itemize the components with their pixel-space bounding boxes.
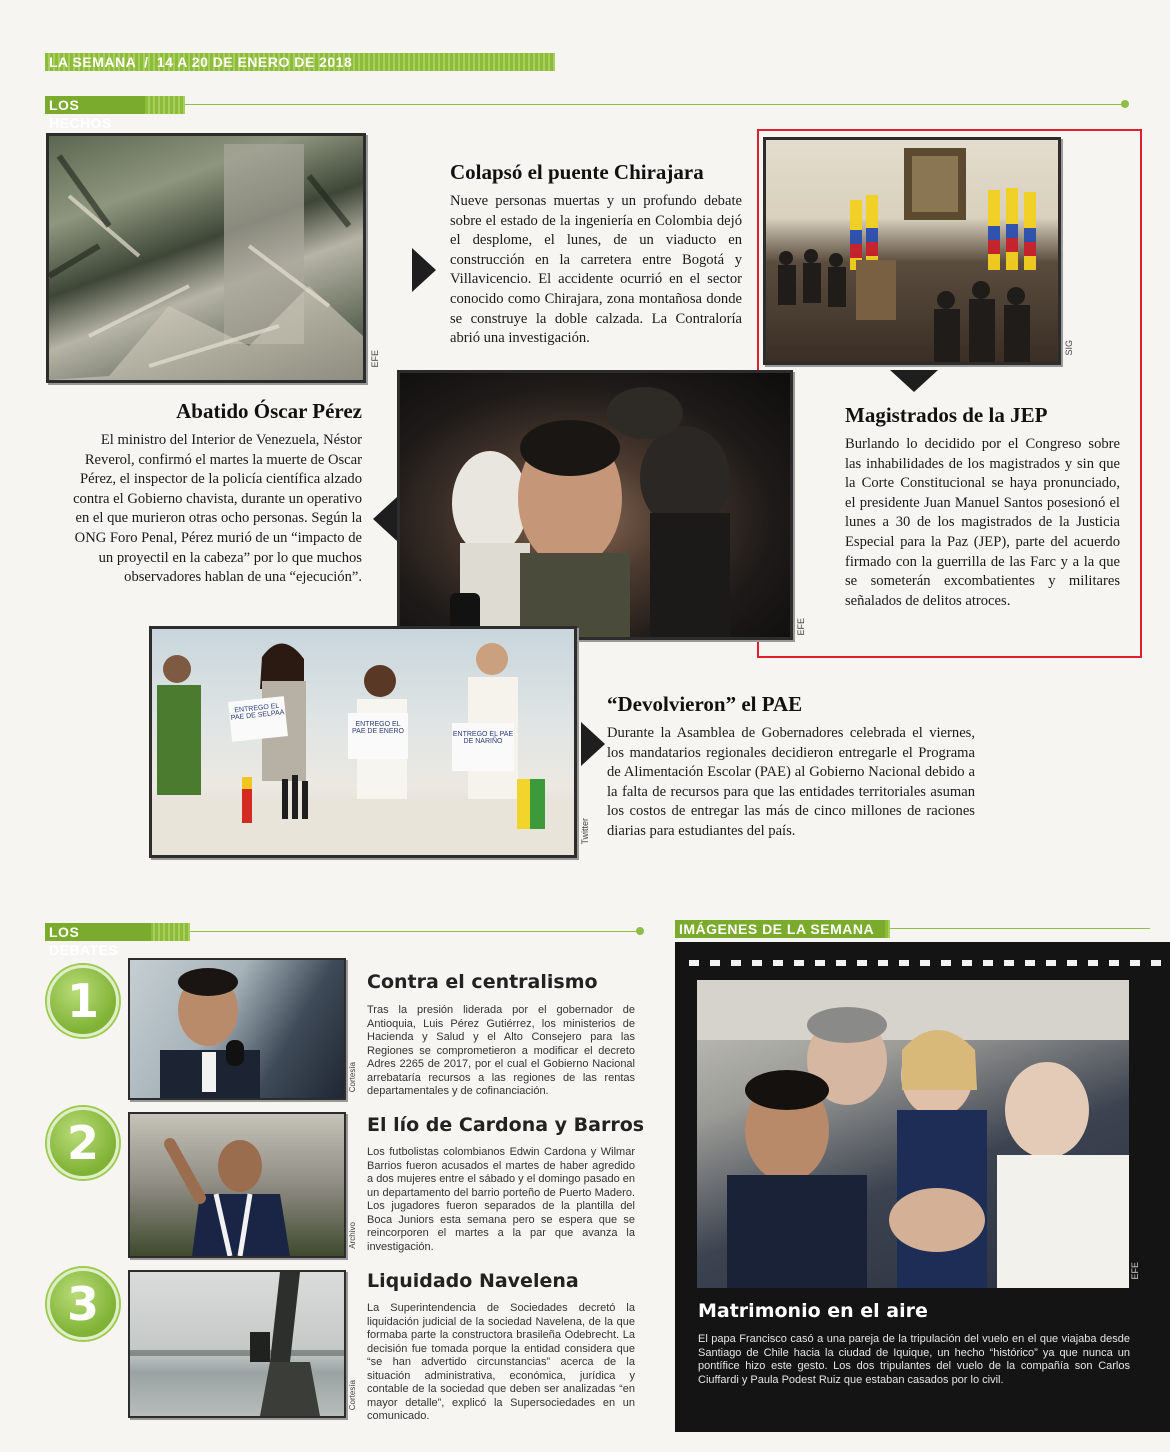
oscar-perez-photo [397,370,793,640]
debate-3-body: La Superintendencia de Sociedades decretó la liquidación judicial de la sociedad Navelena, de la que formaba parte la constructora brasileña Odebrecht. La decisión fue tomada porque la entidad considera que “se han advertido circunstancias” acerca de la situación administrativa, económica, jurídica y contable de la sociedad que deben ser analizadas “en mayor detalle”, explicó la Supersociedades en un comunicado. [367,1302,635,1422]
film-sprocket [815,960,825,966]
film-sprocket [1088,960,1098,966]
header-dates: 14 A 20 DE ENERO DE 2018 [156,54,353,70]
header-label [45,53,356,71]
film-sprocket [731,960,741,966]
film-sprocket [1130,960,1140,966]
chirajara-body: Nueve personas muertas y un profundo debate sobre el estado de la ingeniería en Colombia dejó el desplome, el lunes, de un viaducto en construcción en la carretera entre Bogotá y Villavicencio. El accidente ocurrió en el sector conocido como Chirajara, zona montañosa donde se construye la doble calzada. La Contraloría abrió una investigación. [450,193,742,347]
oscar-perez-pointer [373,497,397,541]
oscar-perez-title: Abatido Óscar Pérez [176,399,362,423]
chirajara-pointer [412,248,436,292]
debate-3-credit: Cortesía [348,1380,357,1411]
film-sprocket [857,960,867,966]
film-sprocket [878,960,888,966]
film-sprocket [941,960,951,966]
film-sprocket [899,960,909,966]
debate-2-body: Los futbolistas colombianos Edwin Cardona y Wilmar Barrios fueron acusados el martes de haber agredido a dos mujeres entre el sábado y el domingo pasado en un departamento del barrio porteño de Puerto Madero. Los jugadores fueron separados de la plantilla del Boca Juniors esta semana pero se espera que se reincorporen el martes a la par que avanza la investigación. [367,1146,635,1253]
jep-title: Magistrados de la JEP [845,403,1048,427]
pae-photo [149,626,577,858]
pae-title: “Devolvieron” el PAE [607,692,803,716]
debate-1-speaker-illustration [130,960,344,1098]
oscar-perez-credit: EFE [796,618,806,636]
film-sprocket [1067,960,1077,966]
matrimonio-illustration [697,980,1129,1288]
header-separator: / [144,54,149,70]
film-sprocket [710,960,720,966]
hechos-rule [185,104,1125,105]
matrimonio-photo [697,980,1129,1288]
chirajara-photo [46,133,366,383]
pae-body: Durante la Asamblea de Gobernadores celebrada el viernes, los mandatarios regionales decidieron entregarle el Programa de Alimentación Escolar (PAE) al Gobierno Nacional debido a la falta de recursos para que las entidades territoriales asuman los costos de entregar las más de cinco millones de raciones diarias para estudiantes del país. [607,725,975,839]
pae-sign-2: ENTREGO EL PAE DE ENERO [348,713,408,759]
matrimonio-credit: EFE [1130,1262,1140,1280]
film-sprocket [773,960,783,966]
debate-2-credit: Archivo [348,1222,357,1249]
debate-1-number: 1 [47,965,119,1037]
debate-2-title: El lío de Cardona y Barros [367,1114,645,1136]
film-sprocket [836,960,846,966]
chirajara-title: Colapsó el puente Chirajara [450,160,704,184]
imagenes-rule [890,928,1150,929]
jep-credit: SIG [1064,340,1074,356]
debate-3-title: Liquidado Navelena [367,1270,579,1292]
imagenes-tag: IMÁGENES DE LA SEMANA [675,920,885,938]
oscar-perez-illustration [400,373,790,637]
matrimonio-title: Matrimonio en el aire [698,1300,928,1322]
pae-sign-3: ENTREGO EL PAE DE NARIÑO [452,723,514,771]
debate-1-credit: Cortesía [348,1062,357,1093]
pae-pointer [581,722,605,766]
debate-1-photo [128,958,346,1100]
film-sprocket [752,960,762,966]
debates-rule-dot [636,927,644,935]
collapse-debris-illustration [49,136,363,380]
film-sprocket [920,960,930,966]
debate-2-photo [128,1112,346,1258]
matrimonio-body: El papa Francisco casó a una pareja de la tripulación del vuelo en el que viajaba desde Santiago de Chile hacia la ciudad de Iquique, un hecho “histórico” ya que nunca un pontífice hizo este gesto. Los dos tripulantes del vuelo de la compañía son Carlos Ciuffardi y Paula Podest Ruiz que estaban casados por lo civil. [698,1333,1130,1386]
film-sprocket [1046,960,1056,966]
film-sprocket [962,960,972,966]
oscar-perez-body: El ministro del Interior de Venezuela, Néstor Reverol, confirmó el martes la muerte de Oscar Pérez, el inspector de la policía científica alzado contra el Gobierno chavista, durante un operativo en el que murieron otras ocho personas. Según la ONG Foro Penal, Pérez murió de un “impacto de un proyectil en la cabeza” por lo que muchos observadores hablan de una “ejecución”. [73,432,362,586]
debate-2-footballer-illustration [130,1114,344,1256]
debate-1-body: Tras la presión liderada por el gobernador de Antioquia, Luis Pérez Gutiérrez, los ministerios de Hacienda y Salud y el Alto Consejero para las Regiones se comprometieron a modificar el decreto Adres 2265 de 2017, por el cual el Gobierno Nacional arrebataría recursos a las regiones de las rentas departamentales y de cofinanciación. [367,1004,635,1097]
pae-sign-1: ENTREGO EL PAE DE SELPAA [228,696,288,742]
debate-3-number: 3 [47,1268,119,1340]
hechos-tag: LOS HECHOS [45,96,145,114]
header-section: LA SEMANA [49,54,136,70]
film-sprocket [689,960,699,966]
film-sprocket [1004,960,1014,966]
film-sprocket [1151,960,1161,966]
jep-body: Burlando lo decidido por el Congreso sobre las inhabilidades de los magistrados y sin que la Corte Constitucional se haya pronunciado, el presidente Juan Manuel Santos posesionó el lunes a 30 de los magistrados de la Justicia Especial para la Paz (JEP), parte del acuerdo firmado con la guerrilla de las Farc y a la que se someterán excombatientes y militares señalados de delitos atroces. [845,436,1120,609]
debates-rule [190,931,640,932]
debate-2-number: 2 [47,1107,119,1179]
jep-highlight-box [757,129,1142,658]
pae-credit: Twitter [580,818,590,845]
hechos-rule-dot [1121,100,1129,108]
debate-1-title: Contra el centralismo [367,971,598,993]
film-sprocket [794,960,804,966]
debate-3-dredge-illustration [130,1272,344,1416]
debate-3-photo [128,1270,346,1418]
film-sprocket [1109,960,1119,966]
film-sprocket [983,960,993,966]
film-sprocket [1025,960,1035,966]
chirajara-credit: EFE [370,350,380,368]
debates-tag: LOS DEBATES [45,923,151,941]
